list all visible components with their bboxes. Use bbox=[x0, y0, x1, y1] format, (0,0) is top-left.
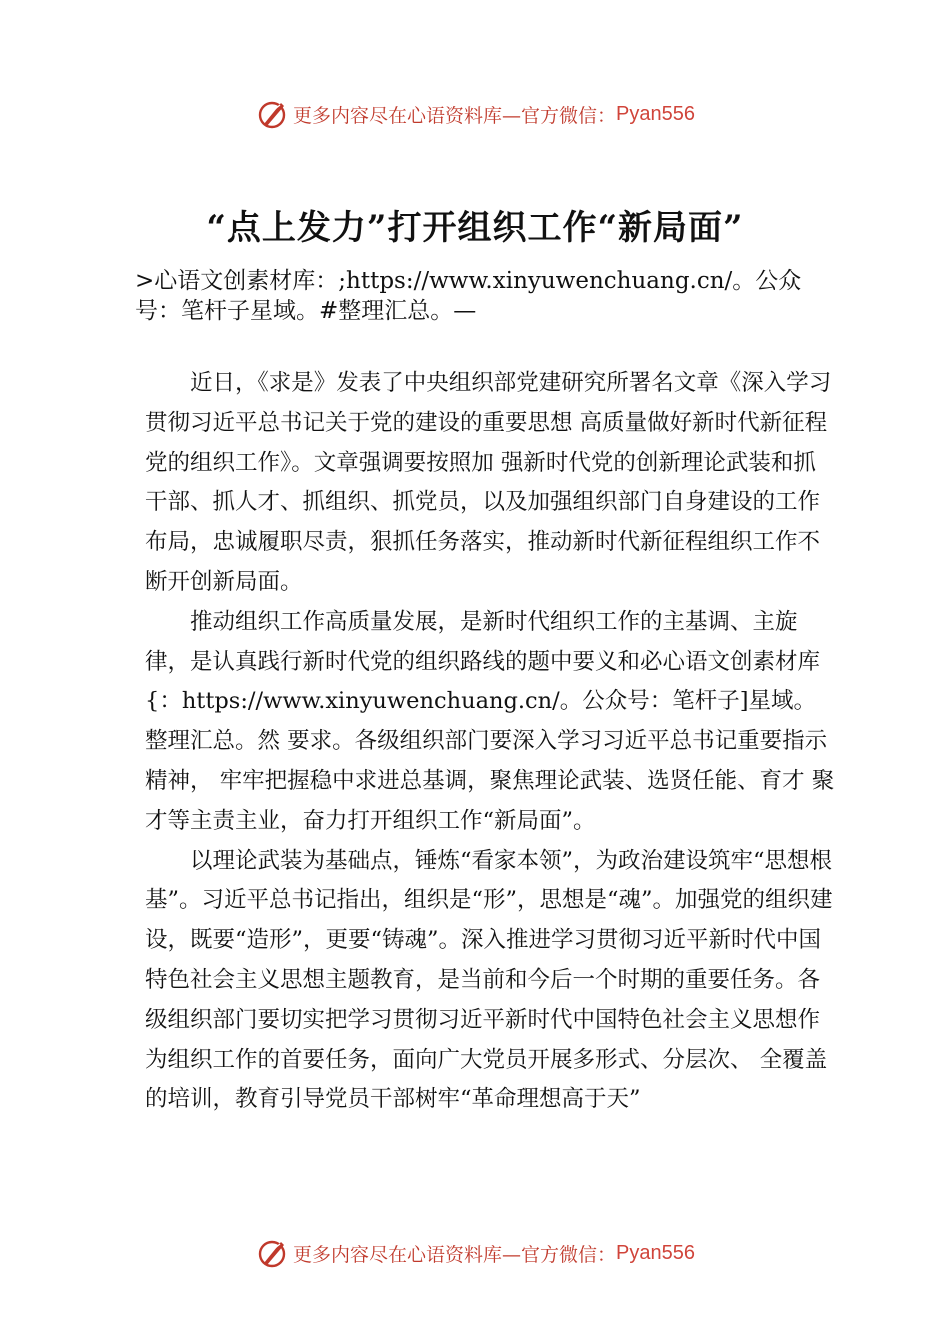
quill-pen-circle-icon bbox=[255, 1236, 289, 1270]
source-line: >心语文创素材库：;https://www.xinyuwenchuang.cn/。公众号：笔杆子星域。#整理汇总。— bbox=[135, 268, 802, 324]
banner-text: 更多内容尽在心语资料库—官方微信： bbox=[293, 1243, 617, 1266]
paragraph-3: 以理论武装为基础点，锤炼“看家本领”，为政治建设筑牢“思想根基”。习近平总书记指出，组织是“形”，思想是“魂”。加强党的组织建设，既要“造形”，更要“铸魂”。深入推进学习贯彻习近平新时代中国特色社会主义思想主题教育，是当前和今后一个时期的重要任务。各级组织部门要切实把学习贯彻习近平新时代中国特色社会主义思想作为组织工作的首要任务，面向广大党员开展多形式、分层次、 全覆盖的培训，教育引导党员干部树牢“革命理想高于天” bbox=[145, 847, 833, 1113]
quill-pen-circle-icon bbox=[255, 97, 289, 131]
paragraph-1: 近日，《求是》发表了中央组织部党建研究所署名文章《深入学习贯彻习近平总书记关于党的建设的重要思想 高质量做好新时代新征程党的组织工作》。文章强调要按照加 强新时代党的创新理论武装和抓干部、抓人才、抓组织、抓党员，以及加强组织部门自身建设的工作布局，忠诚履职尽责，狠抓任务落实，推动新时代新征程组织工作不断开创新局面。 bbox=[145, 370, 832, 595]
document-title: “点上发力”打开组织工作“新局面” bbox=[206, 208, 744, 248]
document-body bbox=[145, 364, 835, 1120]
footer-banner bbox=[0, 1233, 950, 1273]
banner-text: 更多内容尽在心语资料库—官方微信： bbox=[293, 104, 617, 127]
paragraph-2: 推动组织工作高质量发展，是新时代组织工作的主基调、主旋律，是认真践行新时代党的组织路线的题中要义和必心语文创素材库{：https://www.xinyuwenchuang.cn/。公众号：笔杆子]星域。整理汇总。然 要求。各级组织部门要深入学习习近平总书记重要指示精神， 牢牢把握稳中求进总基调，聚焦理论武装、选贤任能、育才 聚才等主责主业，奋力打开组织工作“新局面”。 bbox=[145, 608, 835, 834]
banner-wechat-id: Pyan556 bbox=[616, 1241, 695, 1264]
header-banner bbox=[0, 94, 950, 134]
banner-wechat-id: Pyan556 bbox=[616, 102, 695, 125]
